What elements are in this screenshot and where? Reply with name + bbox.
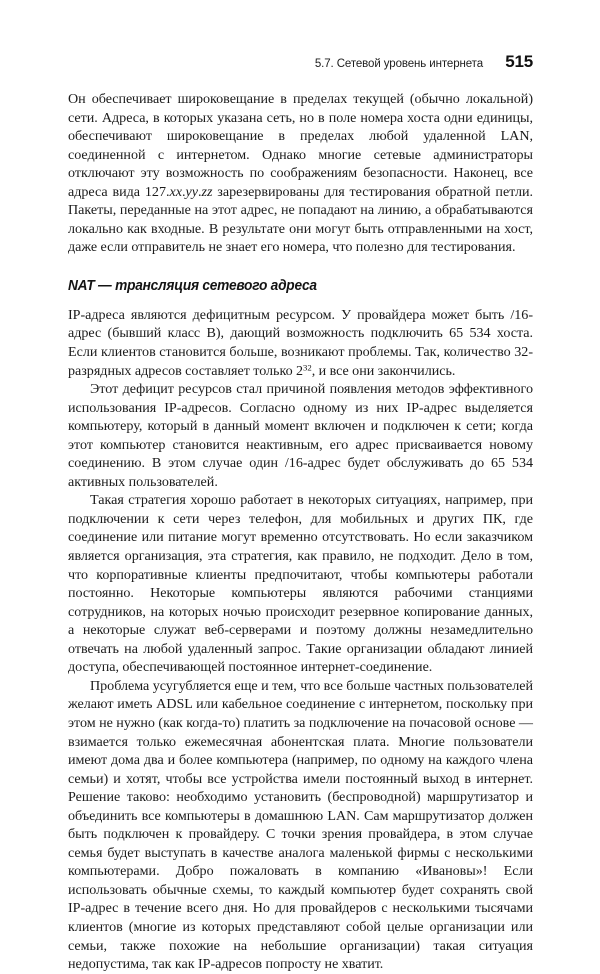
loopback-octet-xx: xx: [169, 183, 182, 200]
spacer-after-heading: [68, 295, 533, 306]
paragraph-dynamic-allocation: Этот дефицит ресурсов стал причиной появления методов эффективного использования IP-адресов. Согласно одному из них IP-адрес выделяется компьютеру, который в данный момент включен и подключен к сети; когда этот компьютер становится неактивным, его адрес присваивается новому соединению. В этом случае один /16-адрес будет обслуживать до 65 534 активных пользователей.: [68, 381, 533, 490]
loopback-octet-zz: zz: [201, 183, 213, 200]
address-space-exponent: 32: [303, 362, 312, 373]
loopback-octet-yy: yy: [185, 183, 198, 200]
paragraph-intro-text-a: Он обеспечивает широковещание в пределах текущей (обычно локальной) сети. Адреса, в которых указана сеть, но в поле номера хоста одни единицы, обеспечивают широковещание в пределах любой удаленной LAN, соединенной с интернетом. Однако многие сетевые администраторы отключают эту возможность по соображениям безопасности. Наконец, все адреса вида 127.: [68, 91, 533, 200]
paragraph-intro: [68, 90, 533, 257]
paragraph-ip-scarcity: [68, 306, 533, 380]
running-head-title: 5.7. Сетевой уровень интернета: [314, 58, 483, 70]
loopback-dot-1: .: [181, 183, 186, 200]
page-number: 515: [505, 52, 533, 71]
paragraph-home-users: Проблема усугубляется еще и тем, что все больше частных пользователей желают иметь ADSL или кабельное соединение с интернетом, поскольку при этом не нужно (как когда-то) платить за подключение на почасовой основе — взимается только ежемесячная абонентская плата. Многие пользователи имеют дома два и более компьютера (например, по одному на каждого члена семьи) и хотят, чтобы все устройства имели постоянный выход в интернет. Решение таково: необходимо установить (беспроводной) маршрутизатор и объединить все компьютеры в домашнюю LAN. Сам маршрутизатор должен быть подключен к провайдеру. С точки зрения провайдера, в этом случае семья будет выступать в качестве аналога маленькой фирмы с несколькими компьютерами. Добро пожаловать в компанию «Ивановы»! Если использовать обычные схемы, то каждый компьютер будет сохранять свой IP-адрес в течение всего дня. Но для провайдеров с несколькими тысячами клиентов (многие из которых представляют собой целые организации или семьи, также похожие на небольшие организации) такая ситуация недопустима, так как IP-адресов попросту не хватит.: [68, 677, 533, 973]
spacer-before-heading: [68, 257, 533, 277]
loopback-dot-2: .: [197, 183, 202, 200]
paragraph-corporate-clients: Такая стратегия хорошо работает в некоторых ситуациях, например, при подключении к сети через телефон, для мобильных и других ПК, где соединение или питание могут временно отсутствовать. Но если заказчиком является организация, эта стратегия, как правило, не подходит. Дело в том, что корпоративные клиенты предпочитают, чтобы компьютеры работали постоянно. Некоторые компьютеры являются рабочими станциями сотрудников, на которых ночью происходит резервное копирование данных, а некоторые служат веб-серверами и поэтому должны незамедлительно отвечать на любой удаленный запрос. Такие организации обладают линией доступа, обеспечивающей постоянное интернет-соединение.: [68, 492, 533, 676]
paragraph-ip-scarcity-text-a: IP-адреса являются дефицитным ресурсом. У провайдера может быть /16-адрес (бывший класс B), дающий возможность подключить 65 534 хоста. Если клиентов становится больше, возникают проблемы. Так, количество 32-разрядных адресов составляет только 2: [68, 306, 533, 379]
running-head: [68, 52, 533, 72]
paragraph-ip-scarcity-text-b: , и все они закончились.: [311, 362, 456, 379]
text-column: [68, 90, 533, 974]
section-heading-nat: NAT — трансляция сетевого адреса: [68, 277, 317, 294]
paragraph-intro-text-b: зарезервированы для тестирования обратной петли. Пакеты, переданные на этот адрес, не попадают на линию, а обрабатываются локально как входные. В результате они могут быть отправленными на хост, даже если отправитель не знает его номера, что полезно для тестирования.: [68, 183, 534, 256]
